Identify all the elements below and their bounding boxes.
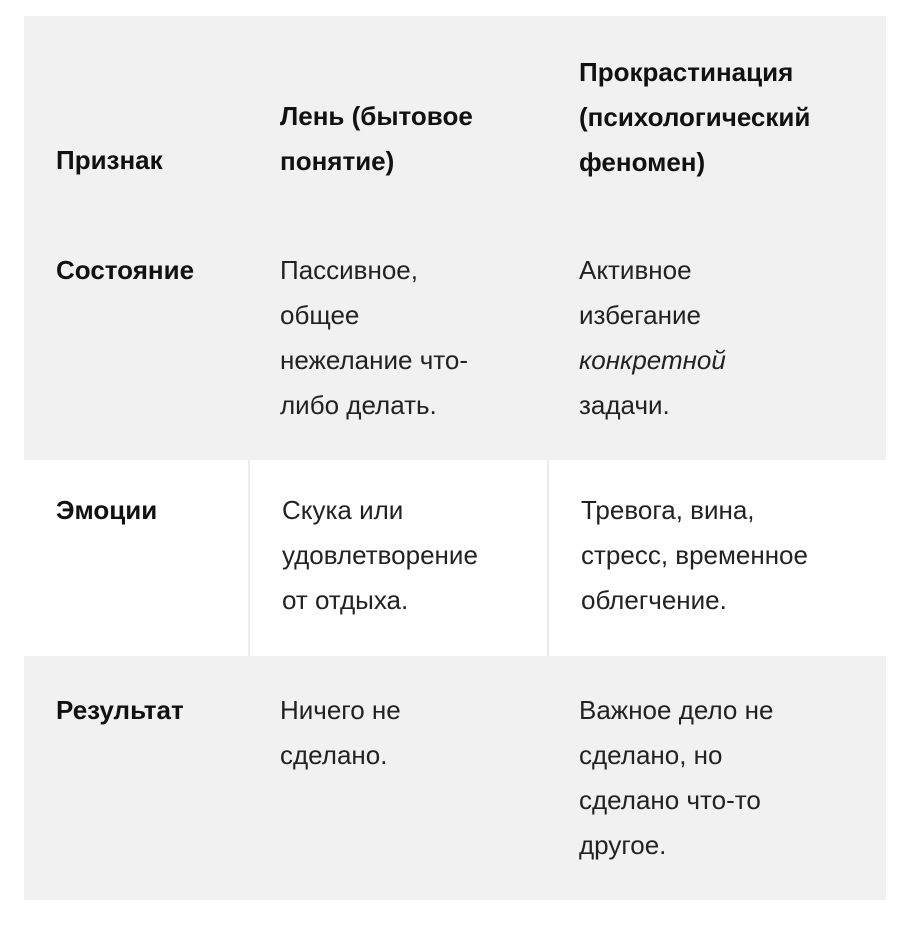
row-laziness-cell bbox=[248, 460, 547, 656]
table-row bbox=[24, 220, 886, 460]
row-feature-label: Результат bbox=[56, 695, 184, 725]
table-row bbox=[24, 656, 886, 900]
table-row bbox=[24, 460, 886, 656]
row-feature-cell bbox=[24, 460, 248, 656]
header-laziness-label: Лень (бытовое понятие) bbox=[280, 101, 473, 176]
row-procrastination-text-part2: задачи. bbox=[579, 390, 670, 420]
row-procrastination-text: Тревога, вина, стресс, временное облегчение. bbox=[581, 495, 808, 615]
header-feature-label: Признак bbox=[56, 145, 163, 175]
row-laziness-cell bbox=[248, 656, 547, 900]
row-feature-cell bbox=[24, 656, 248, 900]
row-laziness-text: Скука или удовлетворение от отдыха. bbox=[282, 495, 478, 615]
row-laziness-text: Ничего не сделано. bbox=[280, 695, 401, 770]
header-cell-procrastination bbox=[547, 16, 886, 220]
row-feature-label: Состояние bbox=[56, 255, 195, 285]
row-feature-label: Эмоции bbox=[56, 495, 158, 525]
row-procrastination-text-emphasis: конкретной bbox=[579, 345, 726, 375]
row-procrastination-cell bbox=[547, 460, 886, 656]
header-cell-feature bbox=[24, 16, 248, 220]
row-laziness-cell bbox=[248, 220, 547, 460]
header-cell-laziness bbox=[248, 16, 547, 220]
row-laziness-text: Пассивное, общее нежелание что- либо делать. bbox=[280, 255, 468, 420]
row-procrastination-cell bbox=[547, 220, 886, 460]
table-header-row bbox=[24, 16, 886, 220]
row-procrastination-cell bbox=[547, 656, 886, 900]
row-procrastination-text-part1: Активное избегание bbox=[579, 255, 701, 330]
header-procrastination-label: Прокрастинация (психологический феномен) bbox=[579, 57, 811, 177]
comparison-table bbox=[24, 16, 886, 900]
row-feature-cell bbox=[24, 220, 248, 460]
row-procrastination-text: Важное дело не сделано, но сделано что-то другое. bbox=[579, 695, 774, 860]
